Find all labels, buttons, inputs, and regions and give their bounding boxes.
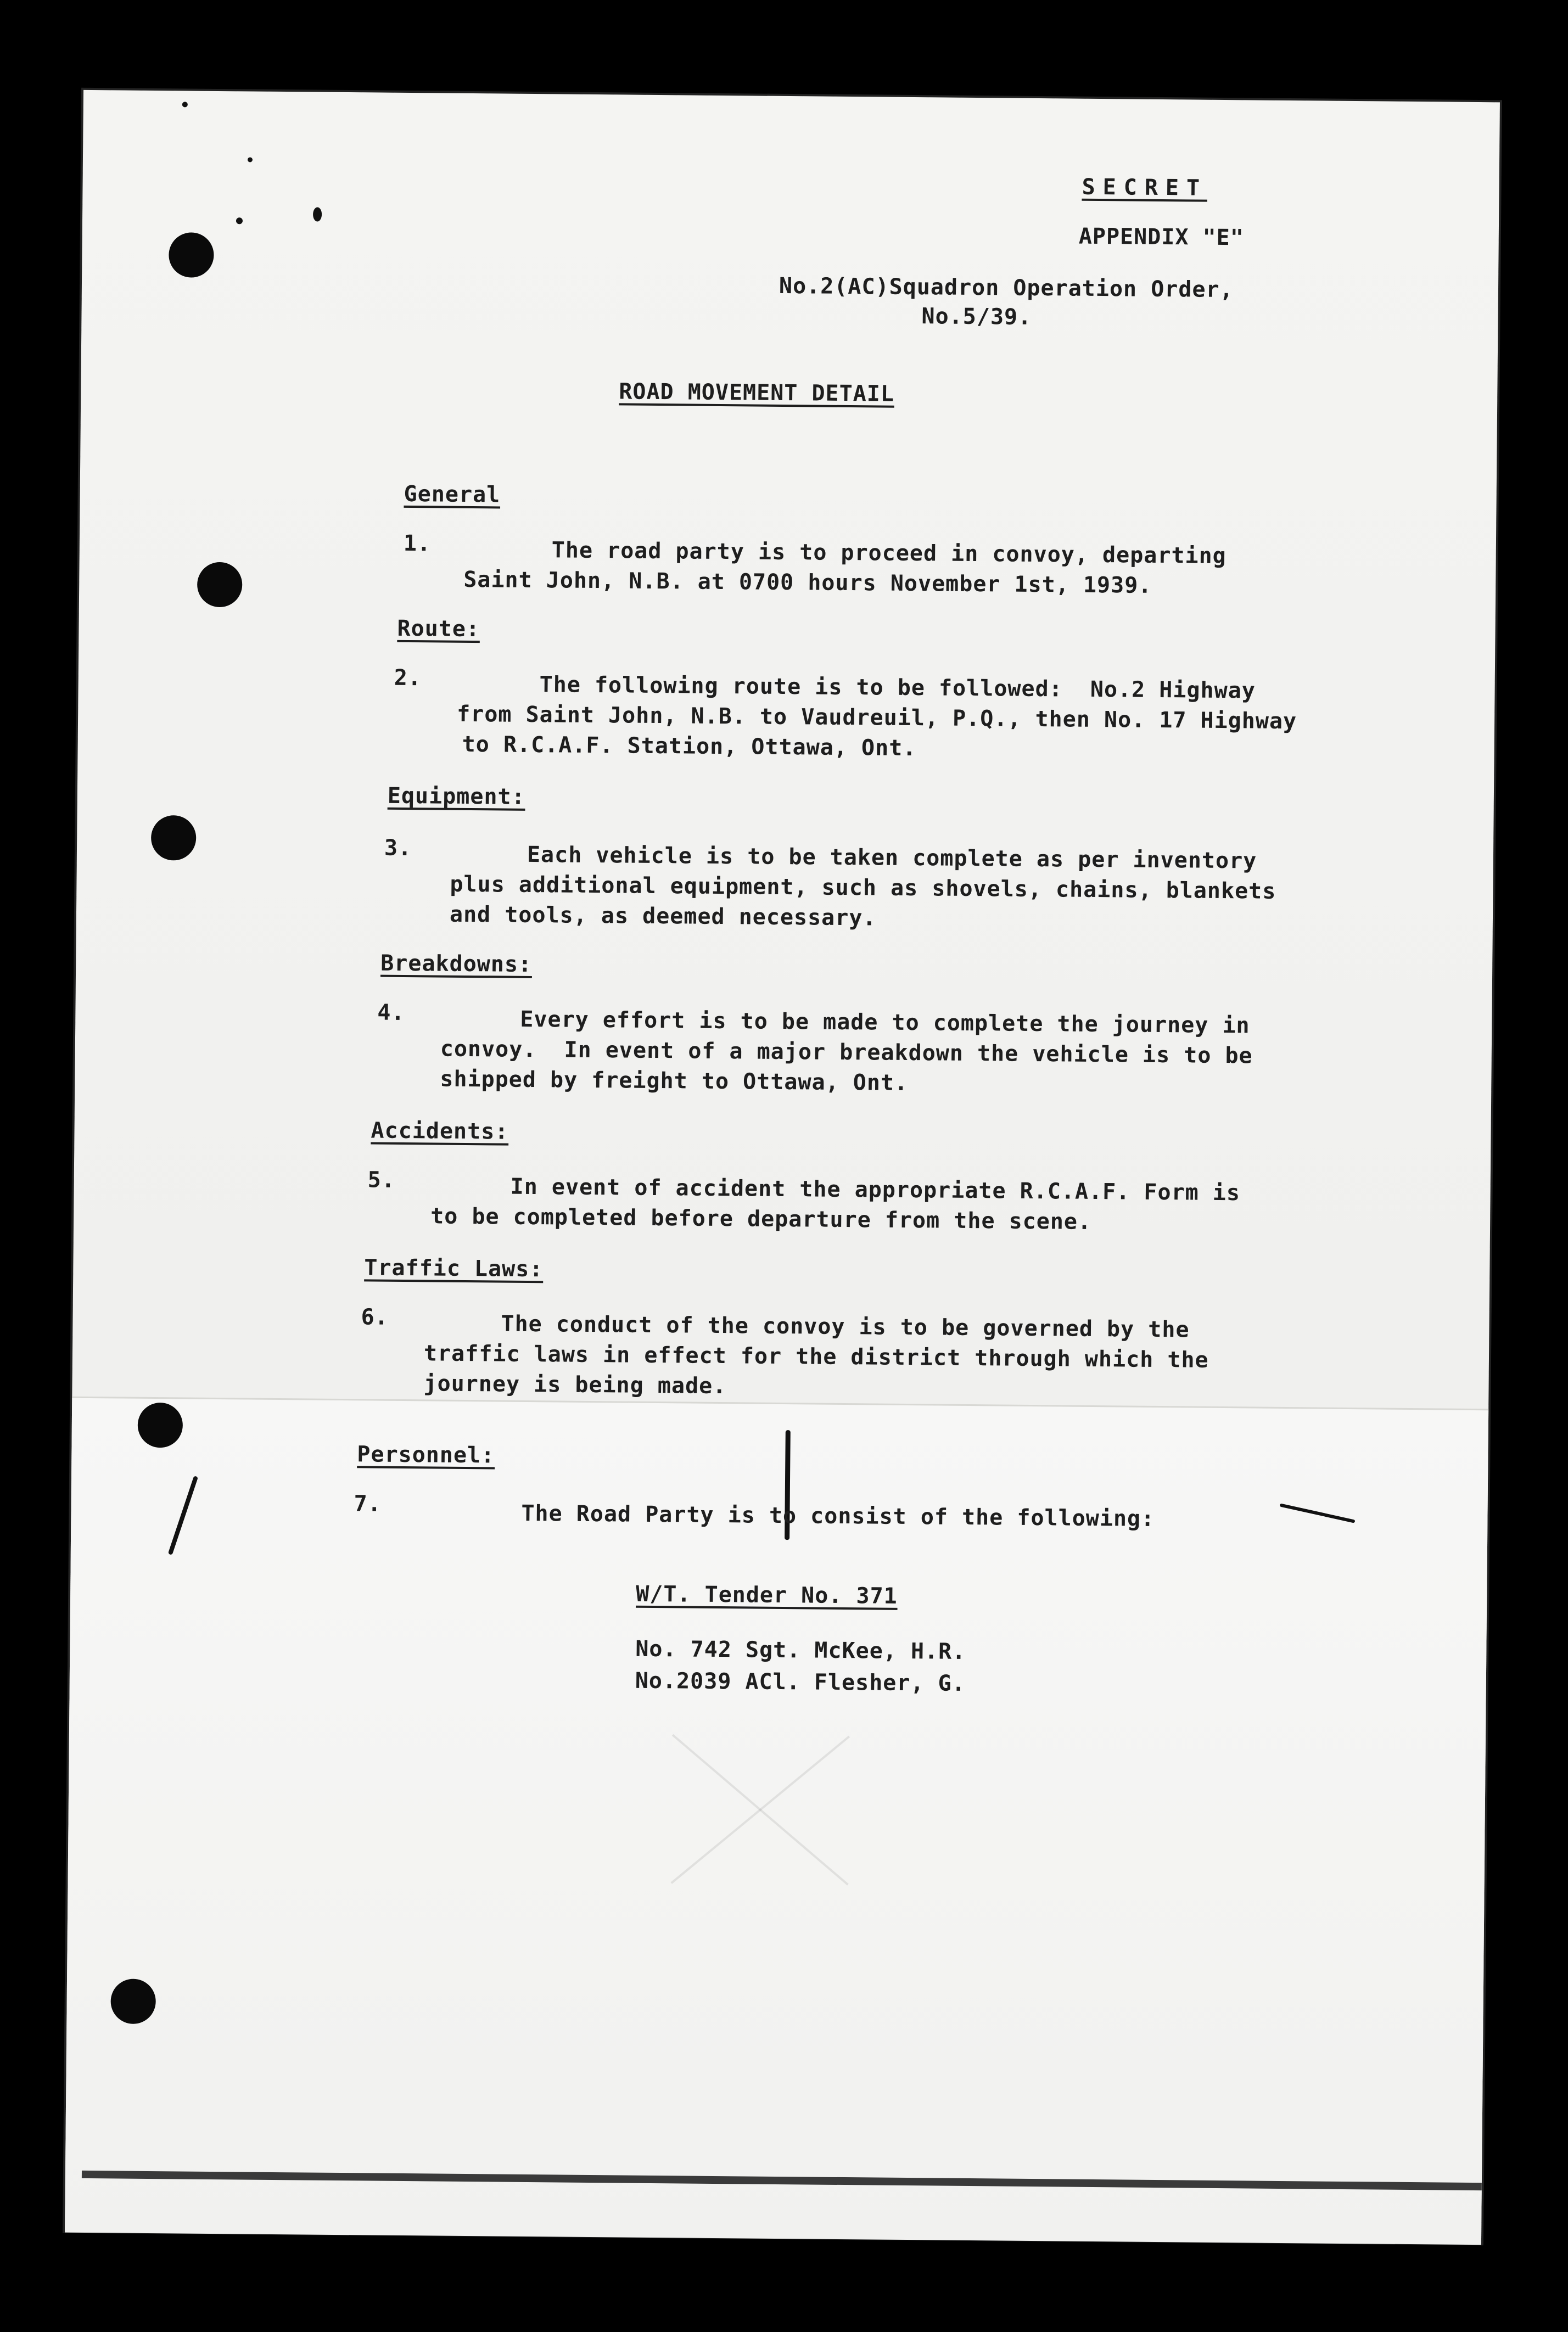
paragraph-number-6: 6. xyxy=(361,1304,389,1330)
vehicle-label: W/T. Tender No. 371 xyxy=(635,1581,898,1609)
paragraph-4-line1: Every effort is to be made to complete the journey in xyxy=(520,1006,1250,1039)
punch-hole-5 xyxy=(110,1978,156,2024)
punch-hole-1 xyxy=(169,232,214,278)
appendix-label: APPENDIX "E" xyxy=(1078,223,1244,251)
crew-member-2: No.2039 ACl. Flesher, G. xyxy=(635,1668,966,1696)
paragraph-number-2: 2. xyxy=(394,665,422,691)
paragraph-7-line1: The Road Party is to consist of the following: xyxy=(521,1500,1155,1532)
paragraph-3-line3: and tools, as deemed necessary. xyxy=(449,901,877,931)
punch-hole-4 xyxy=(137,1403,183,1448)
section-heading-traffic-laws: Traffic Laws: xyxy=(364,1255,544,1282)
order-reference-line2: No.5/39. xyxy=(921,304,1032,330)
paragraph-number-7: 7. xyxy=(354,1491,382,1517)
ink-speck xyxy=(182,102,188,107)
paragraph-2-line2: from Saint John, N.B. to Vaudreuil, P.Q., then No. 17 Highway xyxy=(456,701,1297,735)
paragraph-1-line1: The road party is to proceed in convoy, departing xyxy=(551,537,1227,569)
punch-hole-2 xyxy=(197,562,243,608)
order-reference-line1: No.2(AC)Squadron Operation Order, xyxy=(779,273,1234,303)
ink-speck xyxy=(236,217,243,224)
paragraph-4-line2: convoy. In event of a major breakdown the vehicle is to be xyxy=(440,1036,1253,1069)
section-heading-breakdowns: Breakdowns: xyxy=(380,950,533,978)
paragraph-number-4: 4. xyxy=(377,1000,405,1025)
section-heading-general: General xyxy=(404,481,501,508)
paragraph-number-5: 5. xyxy=(367,1167,396,1193)
ink-speck xyxy=(248,157,253,162)
paragraph-5-line1: In event of accident the appropriate R.C.A.F. Form is xyxy=(510,1174,1241,1206)
document-page xyxy=(65,90,1500,2243)
paragraph-2-line3: to R.C.A.F. Station, Ottawa, Ont. xyxy=(462,731,917,761)
section-heading-personnel: Personnel: xyxy=(357,1442,495,1468)
classification-marking: SECRET xyxy=(1082,174,1208,201)
paragraph-1-line2: Saint John, N.B. at 0700 hours November 1st, 1939. xyxy=(463,567,1152,598)
paragraph-6-line3: journey is being made. xyxy=(423,1371,727,1399)
paragraph-6-line1: The conduct of the convoy is to be governed by the xyxy=(501,1311,1190,1343)
section-heading-equipment: Equipment: xyxy=(387,783,525,810)
paragraph-2-line1: The following route is to be followed: No.2 Highway xyxy=(539,672,1256,704)
paragraph-3-line2: plus additional equipment, such as shovels, chains, blankets xyxy=(450,871,1276,904)
section-heading-accidents: Accidents: xyxy=(371,1118,509,1145)
paragraph-6-line2: traffic laws in effect for the district through which the xyxy=(423,1341,1209,1373)
paragraph-3-line1: Each vehicle is to be taken complete as per inventory xyxy=(527,842,1257,874)
paragraph-5-line2: to be completed before departure from the scene. xyxy=(430,1203,1092,1235)
section-heading-route: Route: xyxy=(397,615,480,642)
ink-speck xyxy=(313,207,322,221)
paragraph-number-3: 3. xyxy=(384,835,412,861)
paragraph-number-1: 1. xyxy=(403,530,432,557)
punch-hole-3 xyxy=(151,815,197,861)
paragraph-4-line3: shipped by freight to Ottawa, Ont. xyxy=(440,1066,909,1096)
crew-member-1: No. 742 Sgt. McKee, H.R. xyxy=(635,1636,966,1664)
page-title: ROAD MOVEMENT DETAIL xyxy=(619,379,895,407)
